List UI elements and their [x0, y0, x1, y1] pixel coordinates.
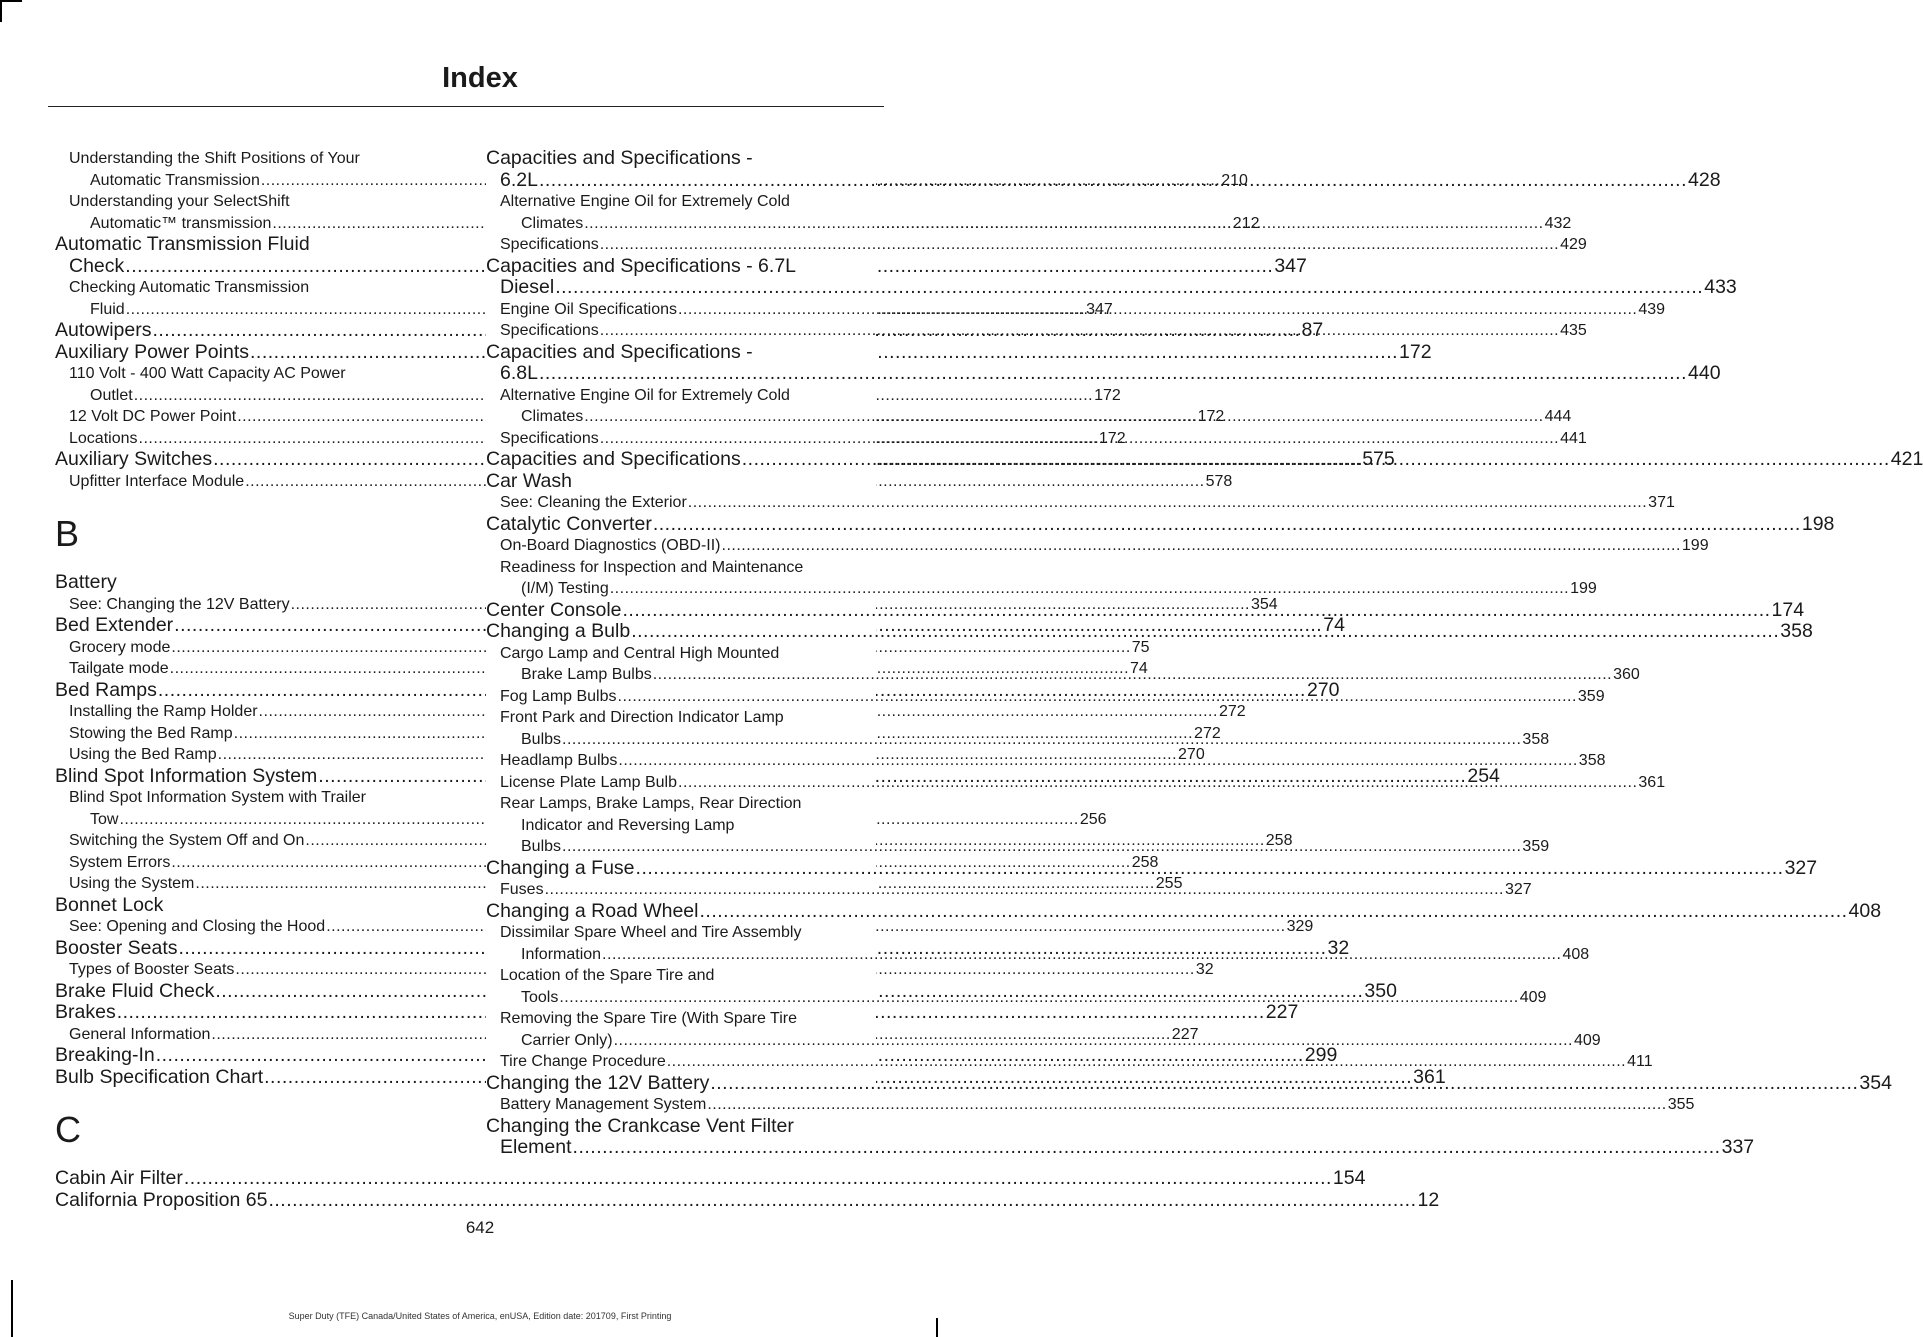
dot-leader — [545, 881, 1504, 898]
page-reference[interactable]: 172 — [1094, 386, 1121, 404]
entry-text: Understanding your SelectShift — [69, 193, 290, 210]
entry-text: Brake Lamp Bulbs — [521, 666, 652, 683]
entry-text: Specifications — [500, 236, 599, 253]
entry-text: Front Park and Direction Indicator Lamp — [500, 709, 784, 726]
dot-leader — [722, 537, 1681, 554]
dot-leader — [688, 494, 1647, 511]
index-subentry[interactable] — [486, 557, 1597, 600]
entry-text: Bulb Specification Chart — [55, 1065, 264, 1088]
dot-leader — [602, 946, 1561, 963]
entry-text: Installing the Ramp Holder — [69, 703, 258, 720]
dot-leader — [573, 1136, 1721, 1158]
page-reference[interactable]: 408 — [1562, 945, 1590, 963]
entry-text: Headlamp Bulbs — [500, 752, 618, 769]
page-reference[interactable]: 409 — [1573, 1031, 1601, 1049]
entry-text: Alternative Engine Oil for Extremely Cold — [500, 193, 790, 210]
entry-text: Capacities and Specifications - — [486, 340, 753, 363]
page-reference[interactable]: 172 — [1098, 429, 1126, 447]
page-reference[interactable]: 270 — [1178, 746, 1205, 763]
entry-text: Auxiliary Switches — [55, 448, 213, 470]
entry-text: Tire Change Procedure — [500, 1053, 666, 1070]
entry-text: Specifications — [500, 429, 599, 447]
dot-leader — [618, 752, 1577, 769]
entry-text: Climates — [521, 214, 584, 232]
index-subentry[interactable] — [486, 1094, 1695, 1116]
entry-text: Bonnet Lock — [55, 893, 164, 916]
dot-leader — [539, 169, 1687, 191]
entry-text: System Errors — [69, 853, 171, 871]
page-reference[interactable]: 432 — [1544, 214, 1572, 232]
entry-text: Carrier Only) — [521, 1031, 613, 1049]
page-reference[interactable]: 350 — [1364, 979, 1397, 1002]
page-reference[interactable]: 408 — [1848, 899, 1882, 922]
entry-text: Changing the Crankcase Vent Filter — [486, 1114, 794, 1137]
page-reference[interactable]: 210 — [1221, 171, 1248, 189]
entry-text: Information — [521, 945, 602, 963]
entry-text: Fluid — [90, 300, 125, 318]
page-reference[interactable]: 359 — [1522, 838, 1550, 855]
footer-edition-text: Super Duty (TFE) Canada/United States of America, enUSA, Edition date: 201709, First Printing — [288, 1311, 672, 1321]
dot-leader — [184, 1167, 1332, 1189]
page-reference[interactable]: 75 — [1131, 638, 1150, 656]
page-reference[interactable]: 255 — [1155, 875, 1183, 892]
header-divider — [48, 106, 884, 107]
dot-leader — [555, 276, 1703, 298]
entry-text: Using the System — [69, 875, 195, 892]
page-reference[interactable]: 32 — [1327, 936, 1350, 959]
page-reference[interactable]: 361 — [1638, 773, 1666, 791]
entry-text: Location of the Spare Tire and — [500, 967, 715, 984]
entry-text: Locations — [69, 429, 138, 447]
entry-text: Types of Booster Seats — [69, 961, 235, 978]
page-reference[interactable]: 198 — [1801, 512, 1835, 535]
page-reference[interactable]: 575 — [1362, 448, 1395, 470]
entry-text: 110 Volt - 400 Watt Capacity AC Power — [69, 365, 346, 382]
section-letter-heading: B — [55, 513, 80, 554]
page-reference[interactable]: 360 — [1613, 666, 1640, 683]
dot-leader — [623, 599, 1771, 621]
dot-leader — [562, 838, 1521, 855]
entry-text: Climates — [521, 408, 584, 425]
dot-leader — [678, 774, 1637, 791]
entry-text: Specifications — [500, 322, 599, 339]
page-reference[interactable]: 361 — [1413, 1065, 1446, 1088]
page-reference[interactable]: 74 — [1323, 614, 1345, 636]
index-entry[interactable] — [55, 895, 445, 917]
page-reference[interactable]: 347 — [1086, 300, 1113, 318]
entry-text: Removing the Spare Tire (With Spare Tire — [500, 1010, 798, 1027]
entry-text: Capacities and Specifications - 6.7L — [486, 254, 797, 277]
dot-leader — [667, 1053, 1626, 1070]
entry-text: Alternative Engine Oil for Extremely Cold — [500, 386, 790, 404]
page-reference[interactable]: 272 — [1194, 724, 1221, 742]
entry-text: 6.8L — [500, 362, 538, 384]
entry-text: Diesel — [500, 276, 555, 298]
page-reference[interactable]: 347 — [1274, 254, 1307, 277]
index-entry[interactable] — [486, 471, 876, 493]
page-reference[interactable]: 411 — [1627, 1053, 1653, 1070]
page-reference[interactable]: 358 — [1780, 620, 1813, 642]
dot-leader — [653, 513, 1801, 535]
page-reference[interactable]: 227 — [1171, 1025, 1199, 1043]
index-entry[interactable] — [55, 1167, 1366, 1190]
entry-text: Automatic Transmission — [90, 171, 260, 189]
entry-text: Changing the 12V Battery — [486, 1071, 710, 1094]
index-entry[interactable] — [55, 572, 445, 594]
entry-text: See: Changing the 12V Battery — [69, 595, 290, 613]
dot-leader — [710, 1072, 1858, 1094]
page-reference[interactable]: 355 — [1667, 1096, 1695, 1113]
entry-text: General Information — [69, 1025, 211, 1043]
entry-text: See: Opening and Closing the Hood — [69, 918, 326, 935]
page-reference[interactable]: 444 — [1544, 408, 1572, 425]
entry-text: Battery — [55, 571, 117, 593]
page-reference[interactable]: 359 — [1577, 687, 1605, 705]
entry-text: Capacities and Specifications — [486, 448, 741, 470]
page-reference[interactable]: 154 — [1332, 1167, 1366, 1189]
entry-text: Using the Bed Ramp — [69, 746, 217, 763]
page-reference[interactable]: 227 — [1265, 1001, 1299, 1023]
entry-text: Upfitter Interface Module — [69, 472, 245, 490]
dot-leader — [600, 322, 1559, 339]
index-entry[interactable] — [486, 1114, 1755, 1159]
page-reference[interactable]: 12 — [1417, 1188, 1440, 1211]
entry-text: Tow — [90, 810, 119, 828]
entry-text: Rear Lamps, Brake Lamps, Rear Direction — [500, 795, 802, 812]
page-reference[interactable]: 358 — [1578, 752, 1606, 769]
entry-text: (I/M) Testing — [521, 580, 609, 597]
entry-text: Bed Extender — [55, 614, 174, 636]
entry-text: Element — [500, 1136, 572, 1158]
entry-text: Center Console — [486, 598, 622, 621]
page-reference[interactable]: 270 — [1306, 678, 1340, 701]
entry-text: Auxiliary Power Points — [55, 340, 249, 363]
page-reference[interactable]: 172 — [1197, 408, 1225, 425]
entry-text: Changing a Road Wheel — [486, 899, 699, 922]
entry-text: Outlet — [90, 386, 133, 404]
section-letter-heading: C — [55, 1109, 81, 1150]
dot-leader — [636, 857, 1784, 879]
entry-text: Booster Seats — [55, 936, 178, 959]
page-reference[interactable]: 371 — [1648, 494, 1675, 511]
entry-text: On-Board Diagnostics (OBD-II) — [500, 537, 721, 554]
page-reference[interactable]: 337 — [1721, 1136, 1755, 1158]
page-reference[interactable]: 358 — [1522, 730, 1550, 748]
entry-text: Check — [69, 254, 125, 277]
crop-mark — [11, 1280, 13, 1337]
entry-text: Fuses — [500, 881, 544, 898]
page-reference[interactable]: 439 — [1638, 300, 1666, 318]
dot-leader — [653, 666, 1612, 683]
page-reference[interactable]: 329 — [1286, 918, 1314, 935]
entry-text: 12 Volt DC Power Point — [69, 408, 237, 425]
dot-leader — [539, 362, 1687, 384]
entry-text: License Plate Lamp Bulb — [500, 773, 677, 791]
entry-text: Switching the System Off and On — [69, 832, 305, 849]
entry-text: Stowing the Bed Ramp — [69, 724, 233, 742]
page-reference[interactable]: 254 — [1467, 764, 1500, 787]
entry-text: Tools — [521, 988, 559, 1006]
entry-text: Autowipers — [55, 319, 152, 341]
page-reference[interactable]: 409 — [1519, 988, 1547, 1006]
index-entry[interactable] — [486, 512, 1835, 536]
entry-text: Engine Oil Specifications — [500, 300, 677, 318]
dot-leader — [584, 215, 1543, 232]
entry-text: Readiness for Inspection and Maintenance — [500, 558, 804, 576]
index-entry[interactable] — [486, 899, 1882, 923]
entry-text: Battery Management System — [500, 1096, 707, 1113]
entry-text: Blind Spot Information System — [55, 764, 318, 787]
index-subentry[interactable] — [486, 535, 1709, 557]
entry-text: Breaking-In — [55, 1044, 155, 1066]
page-reference[interactable]: 421 — [1890, 448, 1923, 470]
page-reference[interactable]: 327 — [1504, 881, 1532, 898]
dot-leader — [678, 301, 1637, 318]
entry-text: Changing a Fuse — [486, 856, 635, 879]
entry-text: Cabin Air Filter — [55, 1167, 183, 1189]
dot-leader — [631, 620, 1779, 642]
entry-text: Understanding the Shift Positions of Your — [69, 150, 360, 167]
entry-text: Automatic™ transmission — [90, 214, 272, 232]
page-reference[interactable]: 428 — [1688, 168, 1721, 191]
entry-text: Cargo Lamp and Central High Mounted — [500, 644, 780, 662]
entry-text: 6.2L — [500, 168, 538, 191]
page-reference[interactable]: 256 — [1079, 810, 1107, 828]
page-reference[interactable]: 258 — [1265, 832, 1293, 849]
index-entry[interactable] — [55, 1188, 1440, 1212]
entry-text: Dissimilar Spare Wheel and Tire Assembly — [500, 924, 802, 941]
page-reference[interactable]: 354 — [1859, 1071, 1892, 1094]
entry-text: Fog Lamp Bulbs — [500, 687, 617, 705]
entry-text: California Proposition 65 — [55, 1188, 268, 1211]
entry-text: Blind Spot Information System with Trailer — [69, 789, 367, 806]
entry-text: Bed Ramps — [55, 678, 157, 701]
entry-text: See: Cleaning the Exterior — [500, 494, 687, 511]
page-reference[interactable]: 429 — [1560, 236, 1587, 253]
entry-text: Changing a Bulb — [486, 620, 631, 642]
dot-leader — [584, 408, 1543, 425]
page-reference[interactable]: 87 — [1301, 319, 1324, 341]
page-reference[interactable]: 258 — [1131, 853, 1159, 871]
dot-leader — [559, 989, 1518, 1006]
entry-text: Bulbs — [521, 838, 562, 855]
page-reference[interactable]: 327 — [1784, 856, 1818, 879]
index-subentry[interactable] — [486, 234, 1587, 256]
page-number: 642 — [465, 1218, 495, 1237]
page-reference[interactable]: 212 — [1232, 214, 1260, 232]
entry-text: Car Wash — [486, 469, 572, 492]
page-reference[interactable]: 172 — [1399, 340, 1432, 363]
dot-leader — [562, 731, 1521, 748]
dot-leader — [707, 1096, 1666, 1113]
crop-mark — [0, 0, 22, 2]
page-reference[interactable]: 199 — [1681, 537, 1709, 554]
entry-text: Brakes — [55, 1001, 116, 1023]
page-reference[interactable]: 433 — [1704, 276, 1737, 298]
dot-leader — [600, 430, 1559, 447]
page-reference[interactable]: 435 — [1560, 322, 1587, 339]
page-reference[interactable]: 199 — [1570, 580, 1597, 597]
dot-leader — [699, 900, 1847, 922]
entry-text: Grocery mode — [69, 638, 171, 656]
dot-leader — [600, 236, 1559, 253]
page-title: Index — [442, 62, 518, 94]
entry-text: Indicator and Reversing Lamp — [521, 816, 735, 834]
page-reference[interactable]: 441 — [1560, 429, 1587, 447]
page-reference[interactable]: 74 — [1130, 660, 1148, 677]
page-reference[interactable]: 354 — [1250, 595, 1278, 613]
page-reference[interactable]: 440 — [1688, 362, 1721, 384]
entry-text: Automatic Transmission Fluid — [55, 233, 310, 255]
page-reference[interactable]: 272 — [1218, 703, 1246, 720]
crop-mark — [0, 0, 2, 22]
dot-leader — [742, 448, 1890, 470]
entry-text: Capacities and Specifications - — [486, 147, 753, 169]
page-reference[interactable]: 32 — [1195, 961, 1214, 978]
page-reference[interactable]: 578 — [1205, 472, 1233, 490]
entry-text: Checking Automatic Transmission — [69, 279, 310, 296]
entry-text: Catalytic Converter — [486, 512, 652, 535]
entry-text: Bulbs — [521, 730, 562, 748]
index-subentry[interactable] — [486, 492, 1675, 514]
page-reference[interactable]: 174 — [1771, 598, 1805, 621]
dot-leader — [614, 1032, 1573, 1049]
entry-text: Brake Fluid Check — [55, 979, 215, 1002]
entry-text: Tailgate mode — [69, 660, 169, 677]
page-reference[interactable]: 299 — [1304, 1044, 1338, 1066]
dot-leader — [618, 688, 1577, 705]
dot-leader — [268, 1189, 1416, 1211]
dot-leader — [610, 580, 1569, 597]
